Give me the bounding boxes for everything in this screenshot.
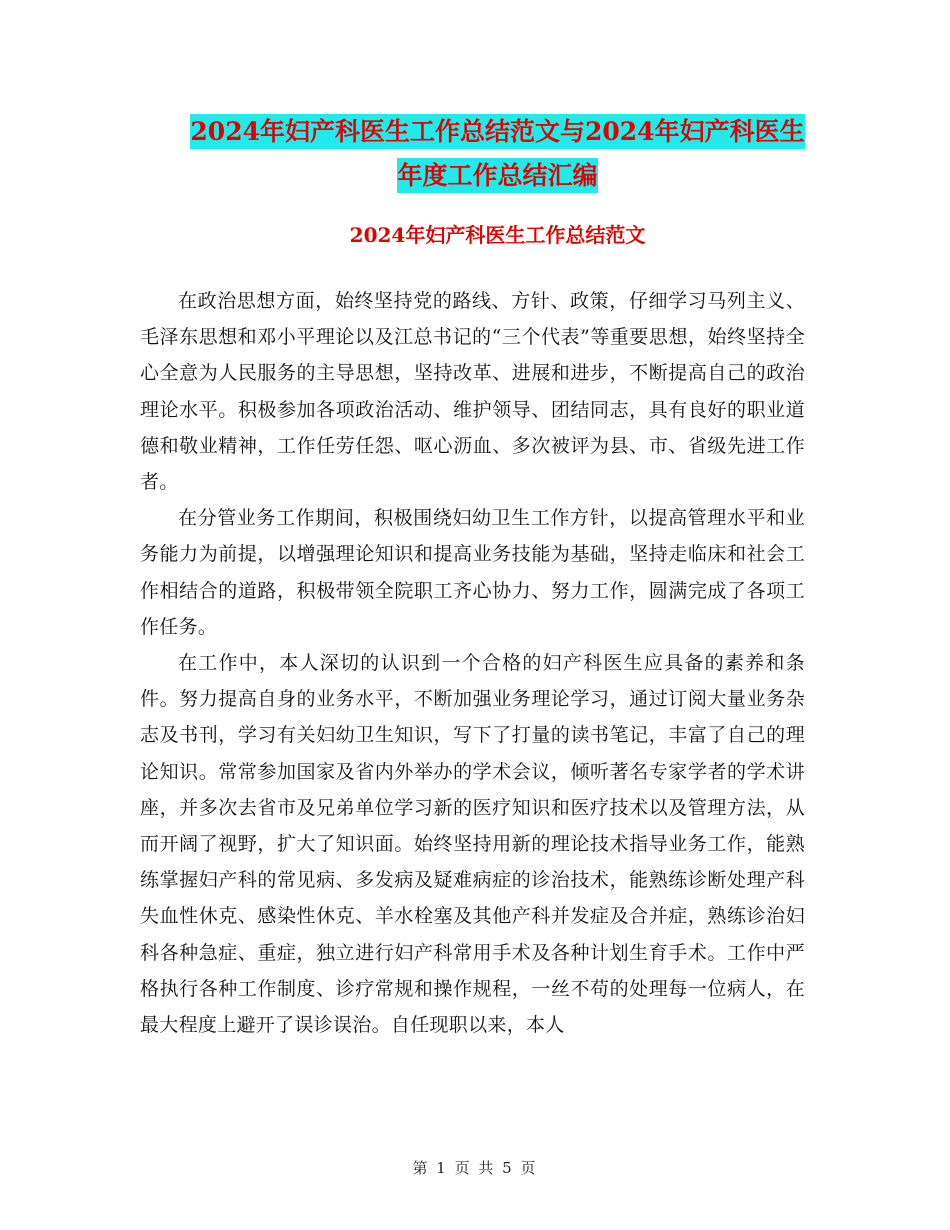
body-text bbox=[140, 283, 805, 1043]
title-line-1: 2024年妇产科医生工作总结范文与2024年妇产科医生 bbox=[190, 114, 804, 149]
page-footer: 第 1 页 共 5 页 bbox=[412, 1159, 538, 1177]
section-title: 2024年妇产科医生工作总结范文 bbox=[349, 223, 646, 247]
title-line-2: 年度工作总结汇编 bbox=[397, 158, 597, 193]
paragraph-1: 在政治思想方面，始终坚持党的路线、方针、政策，仔细学习马列主义、毛泽东思想和邓小平理论以及江总书记的“三个代表”等重要思想，始终坚持全心全意为人民服务的主导思想，坚持改革、进展和进步，不断提高自己的政治理论水平。积极参加各项政治活动、维护领导、团结同志，具有良好的职业道德和敬业精神，工作任劳任怨、呕心沥血、多次被评为县、市、省级先进工作者。 bbox=[140, 290, 805, 494]
paragraph-3: 在工作中，本人深切的认识到一个合格的妇产科医生应具备的素养和条件。努力提高自身的业务水平，不断加强业务理论学习，通过订阅大量业务杂志及书刊，学习有关妇幼卫生知识，写下了打量的读书笔记，丰富了自己的理论知识。常常参加国家及省内外举办的学术会议，倾听著名专家学者的学术讲座，并多次去省市及兄弟单位学习新的医疗知识和医疗技术以及管理方法，从而开阔了视野，扩大了知识面。始终坚持用新的理论技术指导业务工作，能熟练掌握妇产科的常见病、多发病及疑难病症的诊治技术，能熟练诊断处理产科失血性休克、感染性休克、羊水栓塞及其他产科并发症及合并症，熟练诊治妇科各种急症、重症，独立进行妇产科常用手术及各种计划生育手术。工作中严格执行各种工作制度、诊疗常规和操作规程，一丝不苟的处理每一位病人，在最大程度上避开了误诊误治。自任现职以来，本人 bbox=[140, 652, 805, 1037]
paragraph-2: 在分管业务工作期间，积极围绕妇幼卫生工作方针，以提高管理水平和业务能力为前提，以增强理论知识和提高业务技能为基础，坚持走临床和社会工作相结合的道路，积极带领全院职工齐心协力、努力工作，圆满完成了各项工作任务。 bbox=[140, 507, 805, 638]
document-title bbox=[140, 110, 855, 198]
